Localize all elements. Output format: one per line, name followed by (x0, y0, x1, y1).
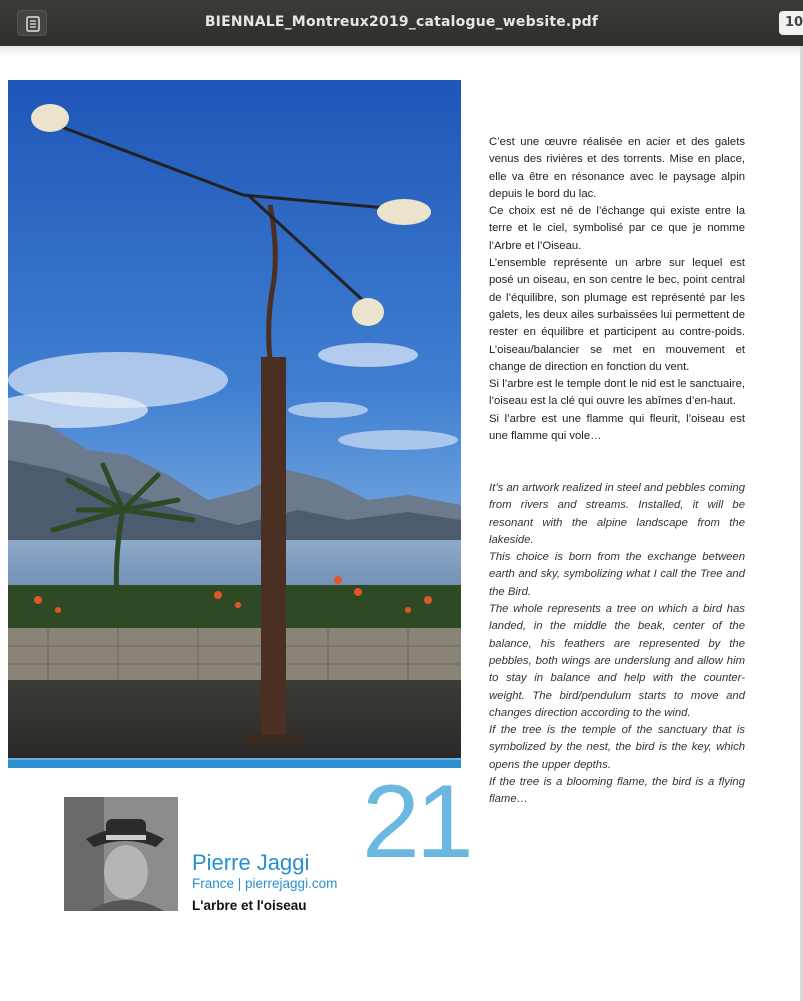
en-paragraph: If the tree is the temple of the sanctuary that is symbolized by the nest, the bird is the key, which opens the upper depths. (489, 724, 745, 771)
sculpture-photo (8, 80, 461, 760)
fr-paragraph: L’ensemble représente un arbre sur lequel est posé un oiseau, en son centre le bec, point central de l’équilibre, son plumage est représenté par les galets, les deux ailes surbaissées lui permettent de rester en équilibre et participent au contre-poids. L’oiseau/balancier se met en mouvement et change de direction en fonction du vent. (489, 257, 745, 373)
document-title: BIENNALE_Montreux2019_catalogue_website.pdf (204, 14, 599, 30)
artwork-number: 21 (362, 764, 470, 880)
sculpture-photo-illustration (8, 80, 461, 760)
en-paragraph: If the tree is a blooming flame, the bird is a flying flame… (489, 776, 745, 806)
page-top-edge (0, 46, 803, 56)
artwork-title: L'arbre et l'oiseau (192, 898, 307, 913)
en-paragraph: This choice is born from the exchange between earth and sky, symbolizing what I call the Tree and the Bird. (489, 551, 745, 598)
description-french (489, 134, 745, 445)
fr-paragraph: Si l’arbre est le temple dont le nid est le sanctuaire, l’oiseau est la clé qui ouvre les abîmes d’en-haut. (489, 378, 745, 408)
page-number-indicator[interactable]: 10 (779, 11, 803, 35)
en-paragraph: It’s an artwork realized in steel and pebbles coming from rivers and streams. Installed, it will be resonant with the alpine landscape from the lakeside. (489, 482, 745, 546)
pdf-page (0, 46, 803, 1001)
artist-name: Pierre Jaggi (192, 850, 310, 875)
artist-portrait (64, 797, 178, 911)
description-english (489, 480, 745, 809)
fr-paragraph: Ce choix est né de l’échange qui existe entre la terre et le ciel, symbolisé par ce que je nomme l’Arbre et l’Oiseau. (489, 205, 745, 252)
en-paragraph: The whole represents a tree on which a bird has landed, in the middle the beak, center of the balance, his feathers are represented by the pebbles, both wings are underslung and allow him to stay in balance and help with the counter-weight. The bird/pendulum starts to move and changes direction according to the wind. (489, 603, 745, 719)
fr-paragraph: Si l’arbre est une flamme qui fleurit, l’oiseau est une flamme qui vole… (489, 412, 745, 443)
artist-portrait-illustration (64, 797, 178, 911)
artist-country-website: France | pierrejaggi.com (192, 876, 338, 891)
window-titlebar (0, 0, 803, 46)
fr-paragraph: C’est une œuvre réalisée en acier et des galets venus des rivières et des torrents. Mise en place, elle va être en résonance avec le paysage alpin depuis le bord du lac. (489, 136, 745, 200)
